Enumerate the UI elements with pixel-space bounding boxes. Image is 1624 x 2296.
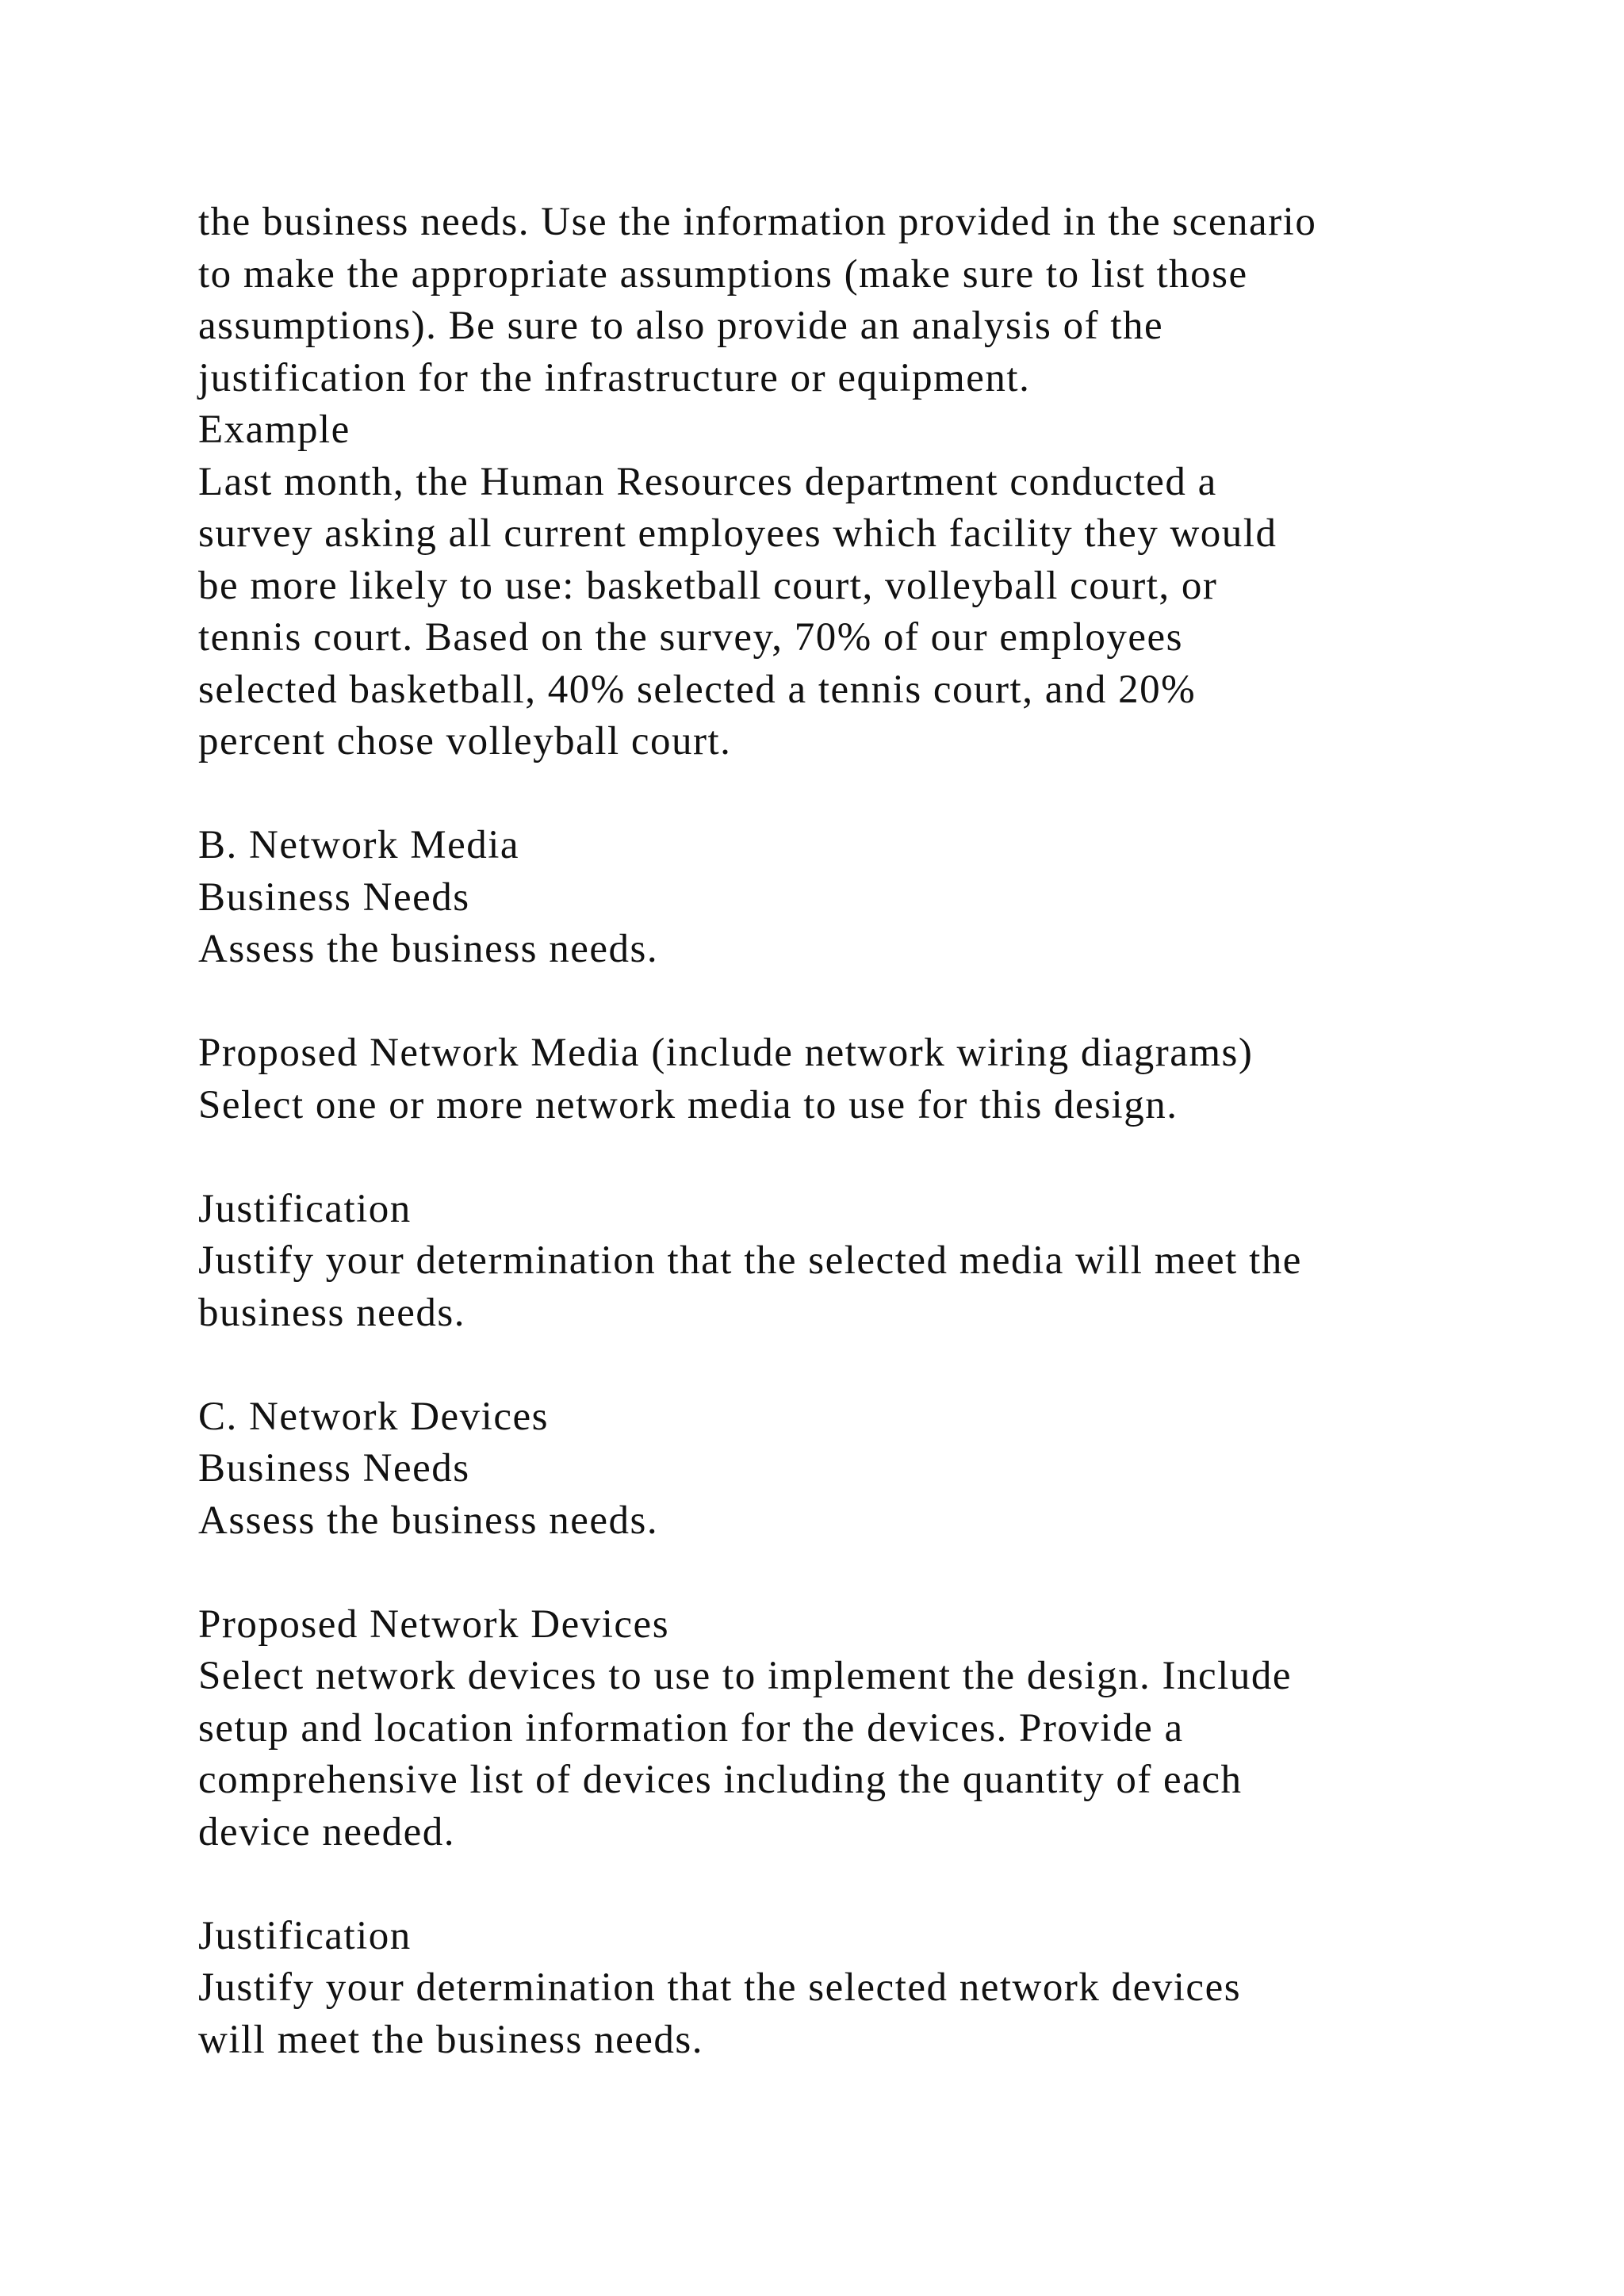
blank-line [198,1858,1507,1911]
text-line: Assess the business needs. [198,1498,659,1543]
justification-heading: Justification [198,1186,412,1231]
text-line: setup and location information for the devices. Provide a [198,1705,1184,1751]
example-heading: Example [198,408,350,452]
text-line: Justify your determination that the selected network devices [198,1965,1242,2010]
justification-heading: Justification [198,1913,412,1958]
text-line: Select one or more network media to use for this design. [198,1082,1178,1127]
section-c [198,1391,1507,2067]
text-line: Justify your determination that the selected media will meet the [198,1238,1302,1283]
business-needs-heading: Business Needs [198,1446,470,1490]
text-line: to make the appropriate assumptions (make sure to list those [198,251,1248,297]
proposed-devices-heading: Proposed Network Devices [198,1601,670,1647]
text-line: device needed. [198,1809,455,1854]
text-line: be more likely to use: basketball court, volleyball court, or [198,563,1218,608]
text-line: survey asking all current employees which facility they would [198,511,1277,556]
blank-line [198,976,1507,1028]
text-line: percent chose volleyball court. [198,719,732,763]
section-b-heading: B. Network Media [198,823,520,867]
blank-line [198,768,1507,821]
blank-line [198,1547,1507,1599]
text-line: assumptions). Be sure to also provide an analysis of the [198,304,1164,348]
text-line: will meet the business needs. [198,2017,703,2062]
text-line: business needs. [198,1290,465,1335]
text-line: Last month, the Human Resources department conducted a [198,459,1217,504]
text-line: justification for the infrastructure or equipment. [198,355,1031,400]
text-line: Assess the business needs. [198,927,659,971]
business-needs-heading: Business Needs [198,874,470,920]
text-line: the business needs. Use the information provided in the scenario [198,200,1317,244]
example-block [198,404,1507,768]
text-line: comprehensive list of devices including the quantity of each [198,1758,1243,1802]
text-line: Select network devices to use to implement the design. Include [198,1654,1292,1698]
document-body [198,197,1507,2066]
blank-line [198,1131,1507,1184]
text-line: selected basketball, 40% selected a tennis court, and 20% [198,667,1197,712]
intro-paragraph [198,197,1507,404]
section-c-heading: C. Network Devices [198,1394,549,1439]
proposed-media-heading: Proposed Network Media (include network wiring diagrams) [198,1031,1254,1075]
text-line: tennis court. Based on the survey, 70% of our employees [198,615,1184,660]
blank-line [198,1339,1507,1391]
section-b [198,820,1507,1339]
